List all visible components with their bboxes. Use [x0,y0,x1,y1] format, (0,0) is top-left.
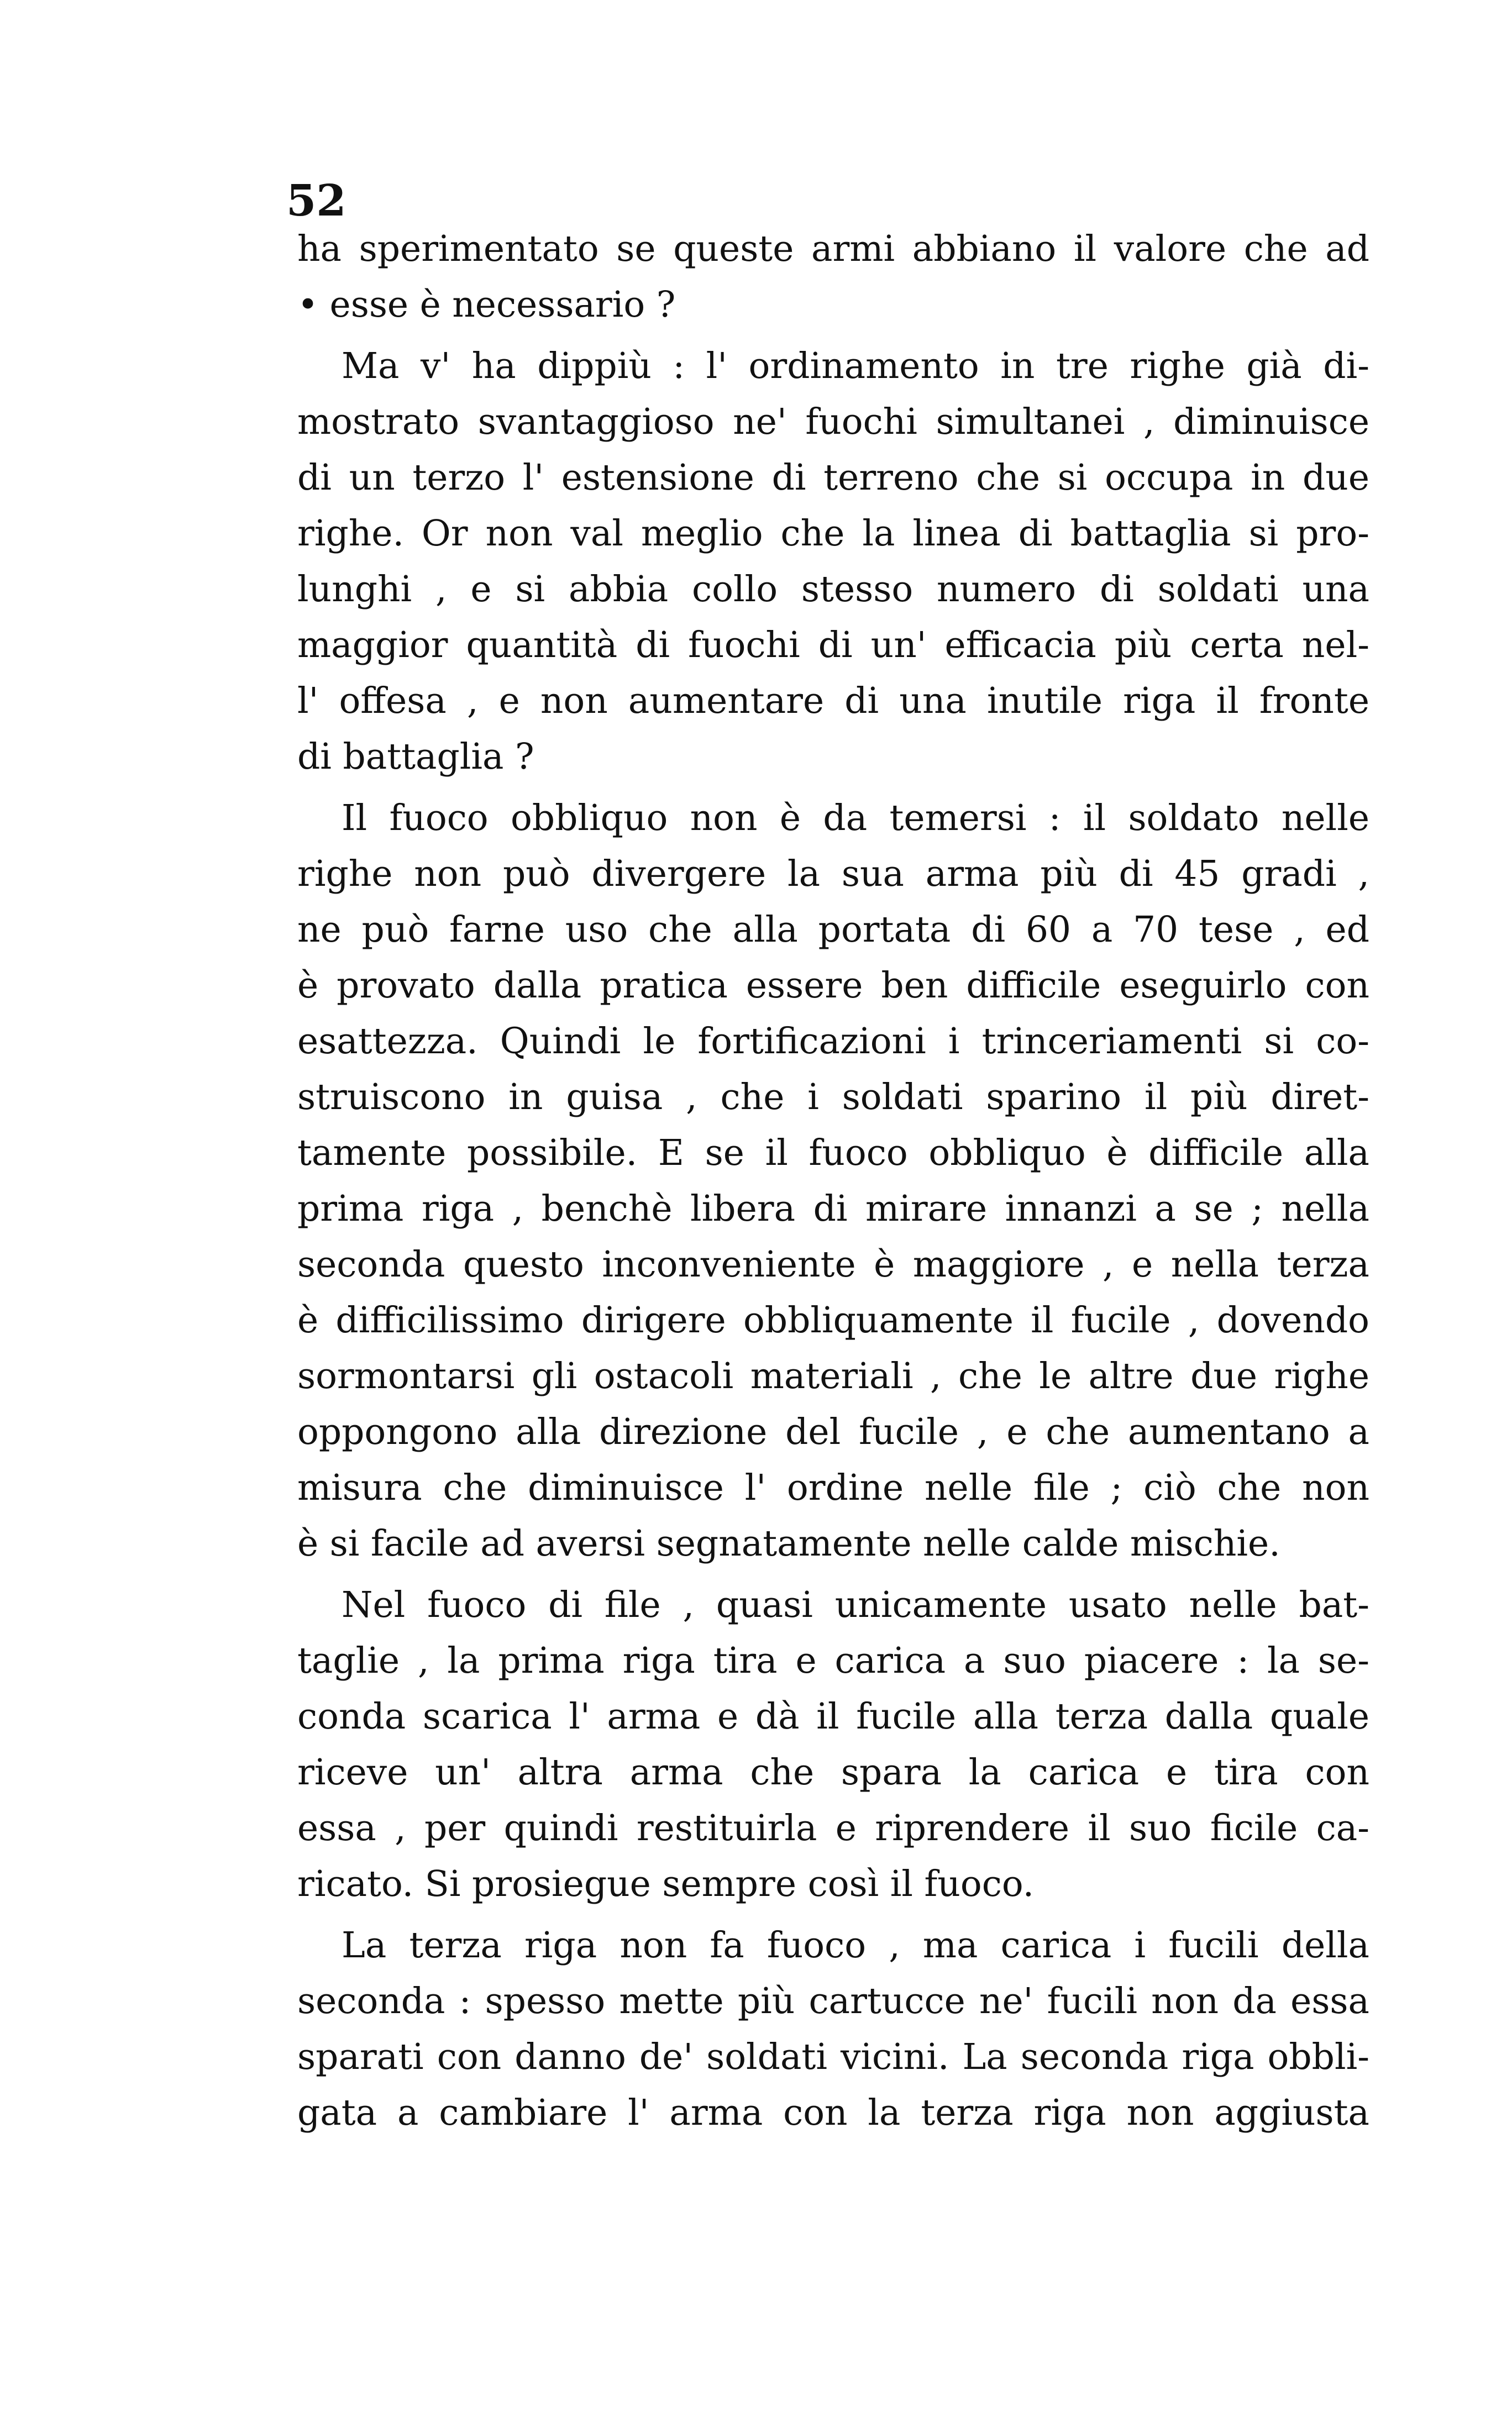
text-line: oppongono alla direzione del fucile , e che aumentano a [297,1411,1369,1453]
text-line: • esse è necessario ? [297,284,676,325]
text-line: righe. Or non val meglio che la linea di battaglia si pro- [297,513,1369,554]
text-line: maggior quantità di fuochi di un' efficacia più certa nel- [297,624,1369,666]
text-line: lunghi , e si abbia collo stesso numero di soldati una [297,569,1369,610]
text-line: l' offesa , e non aumentare di una inutile riga il fronte [297,680,1369,722]
text-line: sormontarsi gli ostacoli materiali , che le altre due righe [297,1356,1369,1397]
text-line: di un terzo l' estensione di terreno che si occupa in due [297,457,1369,498]
text-line: misura che diminuisce l' ordine nelle file ; ciò che non [297,1467,1369,1509]
body-text [297,221,1369,2141]
page-number: 52 [286,176,347,226]
text-line: ne può farne uso che alla portata di 60 a 70 tese , ed [297,909,1369,950]
text-line: è si facile ad aversi segnatamente nelle calde mischie. [297,1523,1280,1564]
text-line: mostrato svantaggioso ne' fuochi simultanei , diminuisce [297,401,1369,443]
text-line: seconda : spesso mette più cartucce ne' fucili non da essa [297,1981,1369,2022]
text-line: ha sperimentato se queste armi abbiano il valore che ad [297,228,1369,270]
text-line: righe non può divergere la sua arma più di 45 gradi , [297,853,1369,895]
text-line: sparati con danno de' soldati vicini. La seconda riga obbli- [297,2036,1369,2078]
text-line: Ma v' ha dippiù : l' ordinamento in tre righe già di- [342,345,1369,387]
text-line: è difficilissimo dirigere obbliquamente il fucile , dovendo [297,1300,1369,1341]
text-line: taglie , la prima riga tira e carica a suo piacere : la se- [297,1640,1369,1682]
text-line: La terza riga non fa fuoco , ma carica i fucili della [342,1925,1369,1966]
text-line: esattezza. Quindi le fortificazioni i trinceriamenti si co- [297,1021,1369,1062]
text-line: Il fuoco obbliquo non è da temersi : il soldato nelle [342,797,1369,839]
text-line: tamente possibile. E se il fuoco obbliquo è difficile alla [297,1132,1369,1174]
text-line: ricato. Si prosiegue sempre così il fuoco. [297,1863,1035,1905]
text-line: conda scarica l' arma e dà il fucile alla terza dalla quale [297,1696,1369,1737]
text-line: Nel fuoco di file , quasi unicamente usato nelle bat- [342,1584,1369,1626]
text-line: essa , per quindi restituirla e riprendere il suo ficile ca- [297,1808,1369,1849]
text-line: struiscono in guisa , che i soldati sparino il più diret- [297,1076,1369,1118]
text-line: riceve un' altra arma che spara la carica e tira con [297,1752,1369,1793]
text-line: è provato dalla pratica essere ben difficile eseguirlo con [297,965,1369,1006]
text-line: prima riga , benchè libera di mirare innanzi a se ; nella [297,1188,1369,1230]
text-line: seconda questo inconveniente è maggiore , e nella terza [297,1244,1369,1285]
text-line: gata a cambiare l' arma con la terza riga non aggiusta [297,2092,1369,2134]
text-line: di battaglia ? [297,736,534,778]
